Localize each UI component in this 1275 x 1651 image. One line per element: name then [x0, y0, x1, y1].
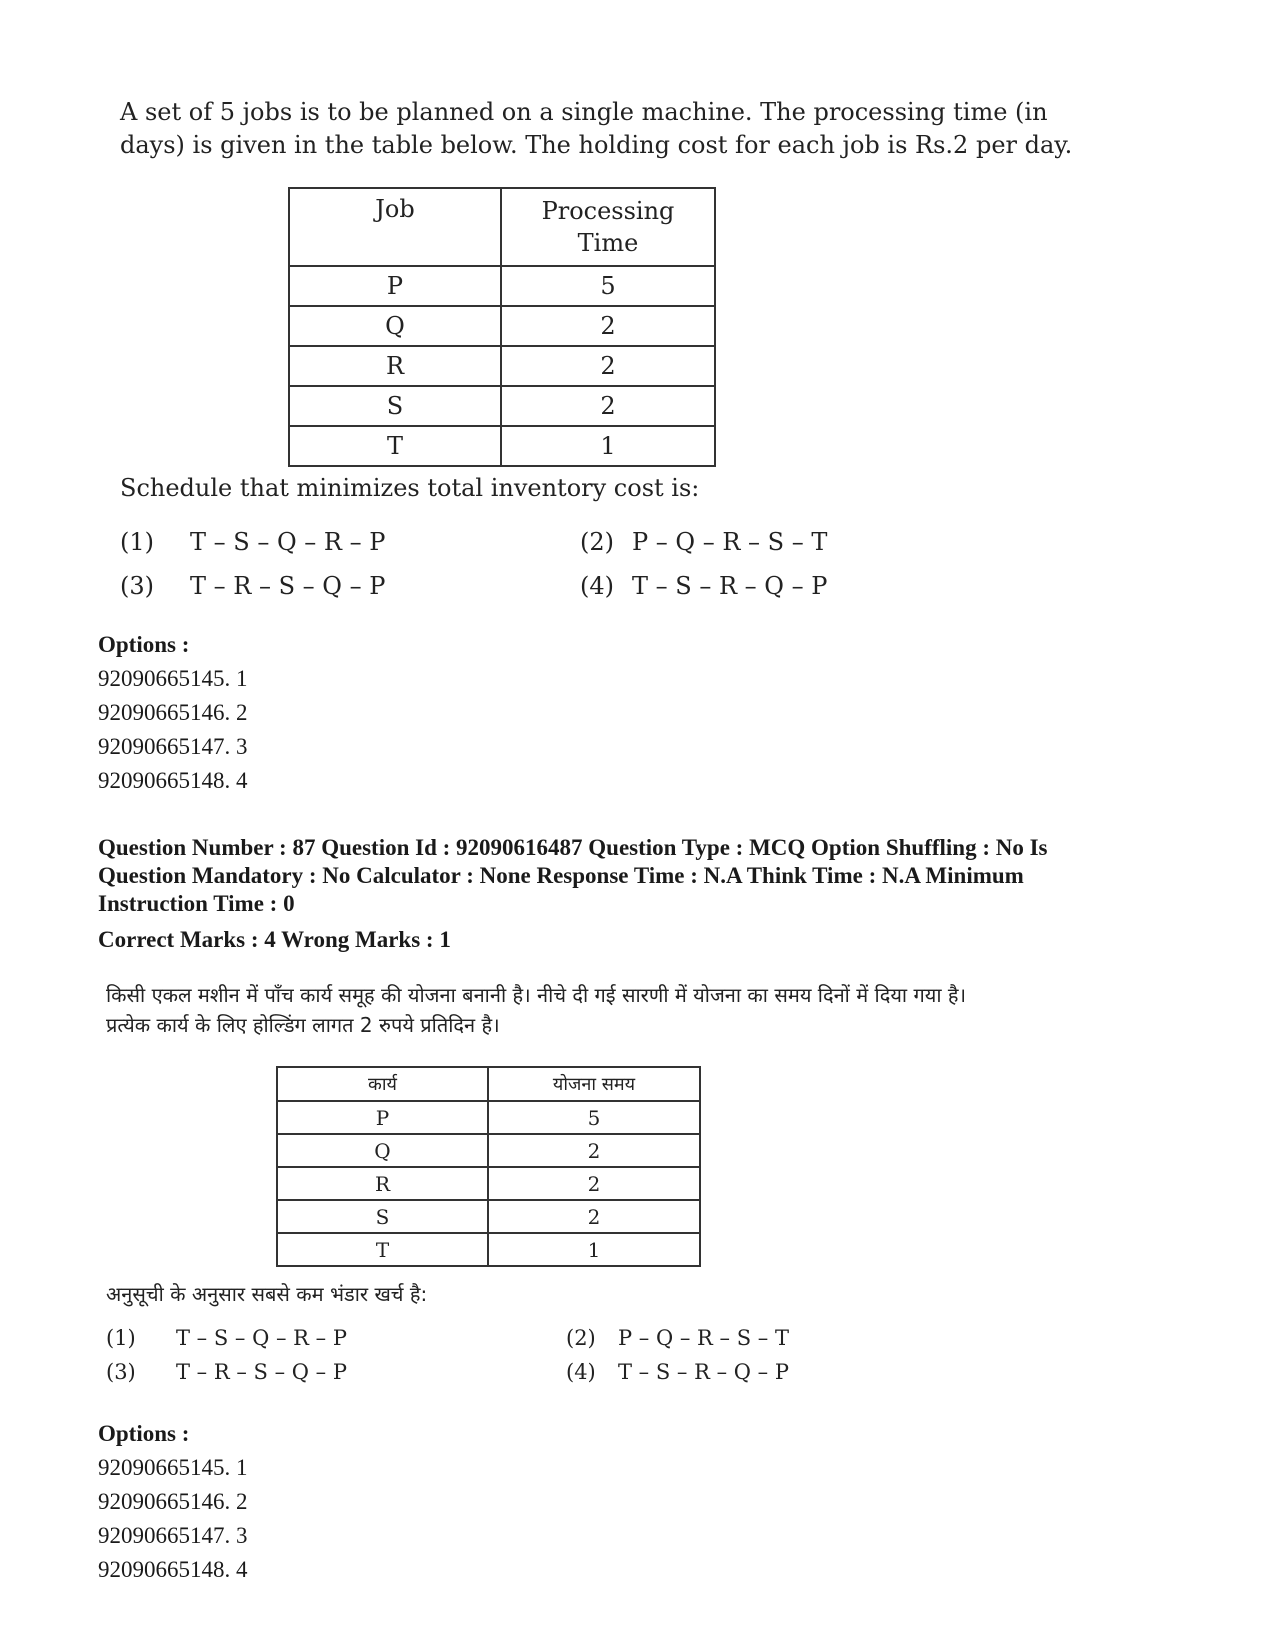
question-prompt-english: Schedule that minimizes total inventory cost is:: [120, 474, 700, 502]
options-list: [98, 628, 248, 798]
job-cell: R: [289, 346, 501, 386]
table-row: [289, 266, 715, 306]
option-item: 92090665147. 3: [98, 734, 248, 759]
choice-number: (1): [120, 528, 154, 556]
meta-line: Question Number : 87 Question Id : 92090616487 Question Type : MCQ Option Shuffling : No Is: [98, 835, 1048, 860]
choice-number: (3): [106, 1360, 136, 1384]
table-row: [277, 1200, 700, 1233]
choice-text: T – S – R – Q – P: [618, 1360, 789, 1384]
time-cell: 2: [501, 306, 715, 346]
options-heading: Options :: [98, 632, 190, 657]
stem-line: किसी एकल मशीन में पाँच कार्य समूह की योजना बनानी है। नीचे दी गई सारणी में योजना का समय दिनों में दिया गया है।: [106, 983, 967, 1007]
time-cell: 2: [488, 1200, 700, 1233]
stem-line: days) is given in the table below. The holding cost for each job is Rs.2 per day.: [120, 131, 1073, 159]
table-row: [289, 386, 715, 426]
stem-line: प्रत्येक कार्य के लिए होल्डिंग लागत 2 रुपये प्रतिदिन है।: [106, 1013, 500, 1037]
table-row: [277, 1101, 700, 1134]
processing-time-table-hindi: [276, 1066, 701, 1267]
table-row: [289, 426, 715, 466]
option-item: 92090665146. 2: [98, 700, 248, 725]
meta-line: Instruction Time : 0: [98, 891, 295, 916]
choice-4: [580, 572, 827, 600]
choice-number: (3): [120, 572, 154, 600]
choice-number: (2): [580, 528, 614, 556]
choice-4-hindi: [566, 1360, 789, 1384]
header-job: कार्य: [277, 1067, 488, 1101]
job-cell: T: [277, 1233, 488, 1266]
table-row: [277, 1233, 700, 1266]
time-cell: 5: [488, 1101, 700, 1134]
choice-text: T – S – Q – R – P: [176, 1326, 347, 1350]
time-cell: 5: [501, 266, 715, 306]
job-cell: S: [277, 1200, 488, 1233]
job-cell: T: [289, 426, 501, 466]
header-processing-time: [501, 188, 715, 266]
marks-info: Correct Marks : 4 Wrong Marks : 1: [98, 927, 451, 952]
job-cell: Q: [277, 1134, 488, 1167]
time-cell: 2: [488, 1167, 700, 1200]
option-item: 92090665146. 2: [98, 1489, 248, 1514]
table-row: [277, 1134, 700, 1167]
header-time-line1: Processing: [541, 197, 675, 225]
options-list: [98, 1417, 248, 1587]
time-cell: 1: [501, 426, 715, 466]
choice-text: T – R – S – Q – P: [190, 572, 386, 600]
choice-text: P – Q – R – S – T: [618, 1326, 789, 1350]
question-stem-english: [120, 96, 1080, 162]
choice-number: (2): [566, 1326, 596, 1350]
time-cell: 2: [501, 386, 715, 426]
choice-text: T – R – S – Q – P: [176, 1360, 347, 1384]
time-cell: 2: [488, 1134, 700, 1167]
choice-text: T – S – Q – R – P: [190, 528, 386, 556]
choice-text: T – S – R – Q – P: [632, 572, 828, 600]
choice-3-hindi: [106, 1360, 347, 1384]
choice-2-hindi: [566, 1326, 789, 1350]
question-prompt-hindi: अनुसूची के अनुसार सबसे कम भंडार खर्च है:: [106, 1282, 428, 1306]
options-heading: Options :: [98, 1421, 190, 1446]
choice-3: [120, 572, 385, 600]
choice-2: [580, 528, 827, 556]
choice-1-hindi: [106, 1326, 347, 1350]
processing-time-table: [288, 187, 716, 467]
time-cell: 2: [501, 346, 715, 386]
job-cell: P: [277, 1101, 488, 1134]
meta-line: Question Mandatory : No Calculator : None Response Time : N.A Think Time : N.A Minimum: [98, 863, 1024, 888]
job-cell: S: [289, 386, 501, 426]
table-row: [289, 306, 715, 346]
header-time-line2: Time: [577, 229, 639, 257]
table-header-row: [277, 1067, 700, 1101]
question-metadata: [98, 834, 1178, 918]
option-item: 92090665145. 1: [98, 666, 248, 691]
option-item: 92090665148. 4: [98, 1557, 248, 1582]
option-item: 92090665148. 4: [98, 768, 248, 793]
choice-1: [120, 528, 385, 556]
stem-line: A set of 5 jobs is to be planned on a single machine. The processing time (in: [120, 98, 1048, 126]
choice-number: (4): [580, 572, 614, 600]
table-row: [277, 1167, 700, 1200]
job-cell: P: [289, 266, 501, 306]
choice-number: (1): [106, 1326, 136, 1350]
choice-number: (4): [566, 1360, 596, 1384]
question-stem-hindi: [106, 980, 1066, 1040]
option-item: 92090665145. 1: [98, 1455, 248, 1480]
option-item: 92090665147. 3: [98, 1523, 248, 1548]
header-processing-time: योजना समय: [488, 1067, 700, 1101]
time-cell: 1: [488, 1233, 700, 1266]
job-cell: R: [277, 1167, 488, 1200]
table-row: [289, 346, 715, 386]
choice-text: P – Q – R – S – T: [632, 528, 828, 556]
job-cell: Q: [289, 306, 501, 346]
header-job: Job: [289, 188, 501, 266]
table-header-row: [289, 188, 715, 266]
